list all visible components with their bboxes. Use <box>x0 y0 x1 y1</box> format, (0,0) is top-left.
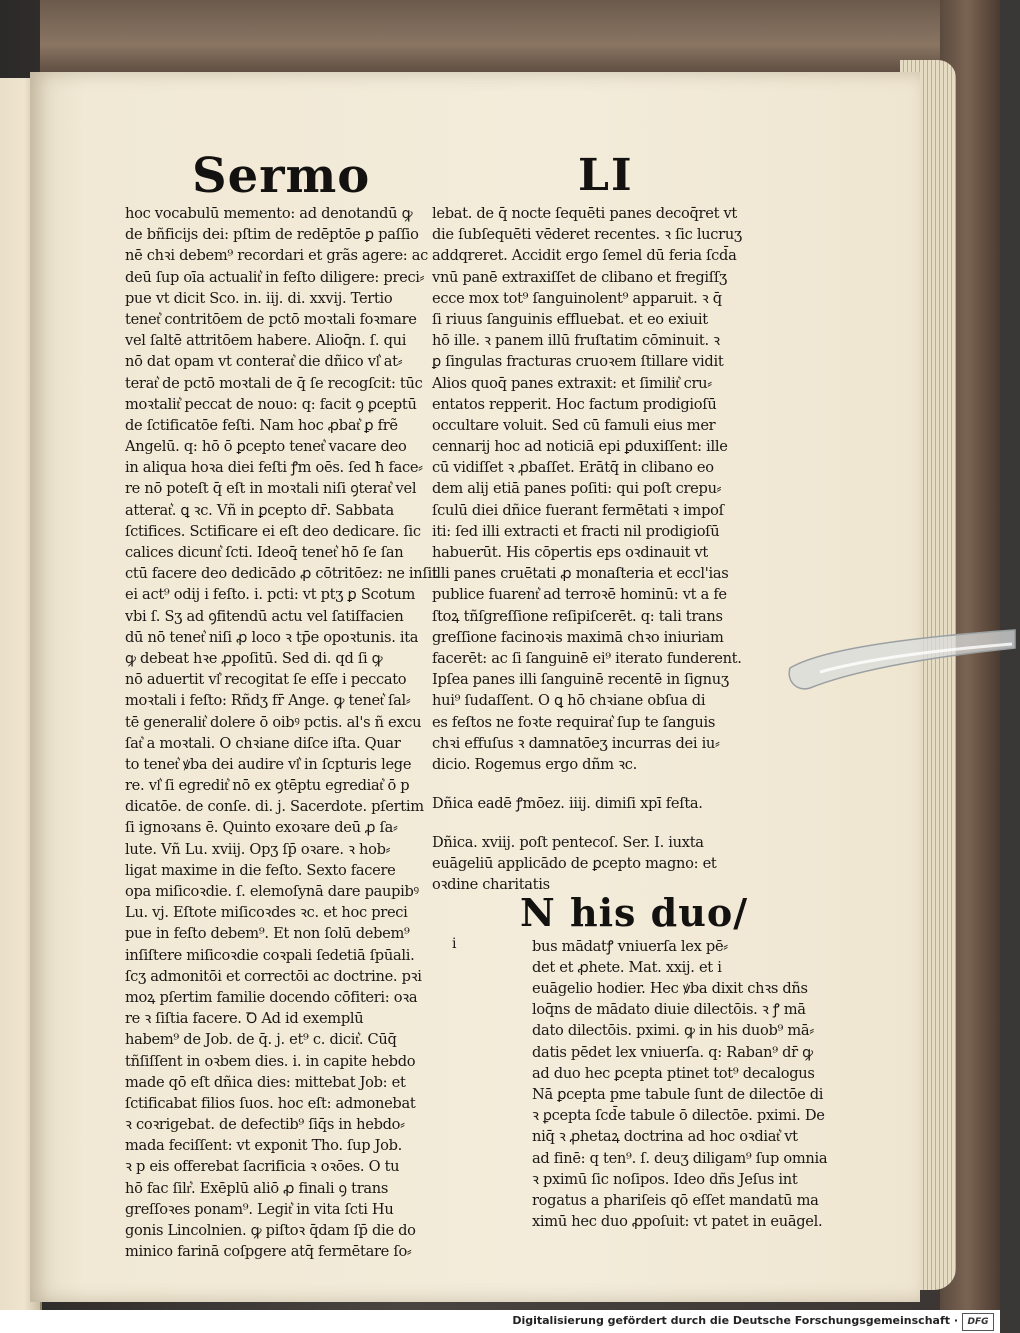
text-line: hō ille. ꝛ panem illū fruſtatim cōminuit. ꝛ <box>432 332 720 350</box>
text-line: es feſtos ne foꝛte requirat͛ ſup te ſanguis <box>432 713 716 731</box>
text-line: hoc vocabulū memento: ad denotandū ꝙ <box>125 205 413 222</box>
rubric-line: Dñica eadē ꝭmōez. iiij. dimiſi xpī feſta. <box>432 795 703 813</box>
text-line: re ꝛ ſiſtia facere. Ꝺ Ad id exemplū <box>125 1010 364 1028</box>
text-line: vel ſaltē attritōem habere. Alioq̄n. ſ. qui <box>125 332 407 350</box>
text-line: moꝛtalit͛ peccat de nouo: q: facit ꝯ ꝑceptū <box>125 395 417 413</box>
book-cover-top-edge <box>40 0 1000 75</box>
text-line: ꝑ ſingulas fracturas cruoꝛem ſtillare vidit <box>432 353 724 371</box>
text-line: ſcʒ admonitōi et correctōi ac doctrine. pꝛi <box>125 967 422 985</box>
text-line: nō aduertit vl͛ recogitat ſe eſſe i peccato <box>125 671 407 689</box>
text-line: bus mādatꝭ vniuerſa lex pē⸗ <box>532 937 728 955</box>
text-line: addqreret. Accidit ergo ſemel dū feria ſcd̄a <box>432 247 737 265</box>
rubric-line: euāgeliū applicādo de ꝑcepto magno: et <box>432 855 717 873</box>
text-line: ꝛ pximū ſic noſipos. Ideo dñs Jeſus int <box>532 1170 798 1188</box>
text-line: cū vidiſſet ꝛ ꝓbaſſet. Erātq̄ in clibano eo <box>432 459 714 477</box>
text-line: ꝙ debeat hꝛe ꝓpoſitū. Sed di. qd ſi ꝙ <box>125 649 383 667</box>
text-line: habem⁹ de Job. de q̄. j. et⁹ c. dicit͛. Cūq̄ <box>125 1031 397 1049</box>
text-line: Nā ꝑcepta pme tabule ſunt de dilectōe di <box>532 1085 824 1103</box>
text-line: facerēt: ac ſi ſanguinē ei⁹ iterato funderent. <box>432 649 742 667</box>
text-line: niq̄ ꝛ ꝓhetaꝝ doctrina ad hoc oꝛdiat͛ vt <box>532 1128 798 1146</box>
text-line: ctū facere deo dedicādo ꝓ cōtritōez: ne inſit <box>125 565 438 583</box>
text-line: ximū hec duo ꝓpoſuit: vt patet in euāgel. <box>532 1213 823 1231</box>
text-line: re. vl͛ ſi egredit͛ nō ex ꝯtēptu egrediat͛ ō p <box>125 777 410 795</box>
text-line: datis pēdet lex vniuerſa. q: Raban⁹ dr̄ ꝙ <box>532 1043 813 1061</box>
text-line: ꝛ p eis offerebat ſacrificia ꝛ oꝛōes. O tu <box>125 1158 400 1176</box>
text-line: ecce mox tot⁹ ſanguinolent⁹ apparuit. ꝛ q̄ <box>432 289 722 307</box>
text-line: tē generalit͛ dolere ō oibꝰ pctis. al's ñ excu <box>125 713 422 731</box>
dfg-logo: DFG <box>962 1313 994 1331</box>
text-line: dū nō tenet͛ niſi ꝓ loco ꝛ tp̄e opoꝛtunis. ita <box>125 628 419 646</box>
text-line: lute. Vñ Lu. xviij. Opʒ ſp̄ oꝛare. ꝛ hob⸗ <box>125 840 391 858</box>
text-line: tenet͛ contritōem de pctō moꝛtali foꝛmare <box>125 310 417 328</box>
plastic-page-clip <box>780 620 1020 710</box>
text-line: pue in feſto debem⁹. Et non ſolū debem⁹ <box>125 925 410 943</box>
initial-block <box>432 889 749 936</box>
text-line: rogatus a phariſeis qō eſſet mandatū ma <box>532 1191 819 1209</box>
text-line: greſſione facinoꝛis maximā chꝛo iniuriam <box>432 628 724 646</box>
text-line: ei act⁹ odij i feſto. i. pcti: vt ptʒ ꝑ Scotum <box>125 586 416 604</box>
right-text-column <box>432 203 828 1232</box>
text-line: illi panes cruētati ꝓ monaſteria et eccl'ias <box>432 565 729 583</box>
text-line: moꝛtali i feſto: Rñdʒ fr̄ Ange. ꝙ tenet͛ ſal⸗ <box>125 692 411 710</box>
text-line: publice fuarent͛ ad terroꝛē hominū: vt a fe <box>432 586 727 604</box>
decorated-initial-heading: N his duo/ <box>520 889 749 935</box>
text-line: re nō poteſt q̄ eſt in moꝛtali niſi ꝯterat͛ vel <box>125 480 417 498</box>
text-line: loq̄ns de mādato diuie dilectōis. ꝛ ꝭ mā <box>532 1001 806 1019</box>
text-line: Angelū. q: hō ō ꝑcepto tenet͛ vacare deo <box>125 438 407 456</box>
text-line: hō fac ſilr͛. Exēplū aliō ꝓ finali ꝯ trans <box>125 1179 389 1197</box>
footer-bar <box>0 1310 1000 1333</box>
text-line: euāgelio hodier. Hec ꝟba dixit chꝛs dñs <box>532 980 808 997</box>
text-line: de bñficijs dei: pſtim de redēptōe ꝑ paſſio <box>125 226 419 244</box>
rubric-line: oꝛdine charitatis <box>432 876 550 894</box>
text-line: in aliqua hoꝛa diei feſti ꝭm oēs. ſed ħ face⸗ <box>125 459 423 477</box>
running-title: Sermo <box>192 148 371 204</box>
text-line: dato dilectōis. pximi. ꝙ in his duob⁹ mā⸗ <box>532 1022 814 1040</box>
text-line: die ſubſequēti vēderet recentes. ꝛ ſic lucruʒ <box>432 226 742 244</box>
text-line: made qō eſt dñica dies: mittebat Job: et <box>125 1073 406 1091</box>
initial-guide-letter: i <box>452 935 457 952</box>
text-line: ad duo hec ꝑcepta ptinet tot⁹ decalogus <box>532 1064 815 1082</box>
text-line: hui⁹ ſudaſſent. O ꝗ hō chꝛiane obſua di <box>432 692 706 710</box>
text-line: Alios quoq̄ panes extraxit: et ſimilit͛ cru⸗ <box>432 374 712 392</box>
text-line: nō dat opam vt conterat͛ die dñico vl͛ at⸗ <box>125 353 403 371</box>
text-line: chꝛi effuſus ꝛ damnatōeʒ incurras dei iu⸗ <box>432 734 720 752</box>
text-line: to tenet͛ ꝟba dei audire vl͛ in ſcpturis lege <box>125 755 412 773</box>
text-line: ſctificabat filios ſuos. hoc eſt: admonebat <box>125 1094 416 1112</box>
text-line: calices dicunt͛ ſcti. Ideoq̄ tenet͛ hō ſe ſan <box>125 544 404 561</box>
text-line: nē chꝛi debem⁹ recordari et grãs agere: ac <box>125 247 429 265</box>
text-line: de ſctificatōe feſti. Nam hoc ꝓbat͛ ꝑ frẽ <box>125 416 398 434</box>
text-line: mada feciſſent: vt exponit Tho. ſup Job. <box>125 1137 403 1155</box>
text-line: Lu. vj. Eſtote miſicoꝛdes ꝛc. et hoc preci <box>125 904 408 922</box>
text-line: moꝝ pſertim familie docendo cōfiteri: oꝛa <box>125 988 418 1006</box>
text-line: tñſiſſent in oꝛbem dies. i. in capite hebdo <box>125 1052 416 1070</box>
text-line: vbi ſ. Sʒ ad ꝯfitendū actu vel ſatiſfacien <box>125 607 404 625</box>
text-line: terat͛ de pctō moꝛtali de q̄ ſe recogſcit: tūc <box>125 374 423 392</box>
text-line: ligat maxime in die feſto. Sexto facere <box>125 861 396 879</box>
text-line: ſi riuus ſanguinis effluebat. et eo exiuit <box>432 310 708 328</box>
text-line: lebat. de q̄ nocte ſequēti panes decoq̄ret vt <box>432 205 737 222</box>
text-line: minico farinā coſpgere atq̄ fermētare ſo⸗ <box>125 1243 412 1261</box>
text-line: dicatōe. de conſe. di. j. Sacerdote. pſertim <box>125 798 424 816</box>
text-line: cennarij hoc ad noticiā epi ꝑduxiſſent: ille <box>432 438 728 456</box>
right-column-paragraph-a <box>432 203 742 775</box>
right-column-paragraph-b <box>432 935 828 1233</box>
left-text-column <box>125 203 438 1262</box>
text-line: entatos repperit. Hoc factum prodigioſū <box>432 395 717 413</box>
text-line: deū ſup oīa actualit͛ in feſto diligere: preci⸗ <box>125 268 425 286</box>
text-line: occultare voluit. Sed cū famuli eius mer <box>432 416 716 434</box>
folio-number: LI <box>578 150 634 201</box>
text-line: opa miſicoꝛdie. ſ. elemoſynā dare paupibꝰ <box>125 883 419 900</box>
text-line: habuerūt. His cōpertis eps oꝛdinauit vt <box>432 544 708 561</box>
text-line: atterat͛. ꝗ ꝛc. Vñ in ꝑcepto dr̄. Sabbata <box>125 501 394 519</box>
text-line: ad finē: q ten⁹. ſ. deuʒ diligam⁹ ſup omnia <box>532 1149 828 1167</box>
text-line: ſat͛ a moꝛtali. O chꝛiane diſce iſta. Quar <box>125 734 401 752</box>
text-line: ꝛ ꝑcepta ſcd̄e tabule ō dilectōe. pximi. De <box>532 1107 825 1125</box>
text-line: ſtoꝝ tñſgreſſione reſipiſcerēt. q: tali trans <box>432 607 723 625</box>
text-line: Ipſea panes illi ſanguinē recentē in ſignuʒ <box>432 671 729 689</box>
text-line: ſi ignoꝛans ē. Quinto exoꝛare deū ꝓ ſa⸗ <box>125 819 398 837</box>
digitization-credit: Digitalisierung gefördert durch die Deutsche Forschungsgemeinschaft · <box>512 1314 958 1327</box>
rubric-line: Dñica. xviij. poſt pentecoſ. Ser. I. iuxta <box>432 834 704 852</box>
text-line: dem alij etiā panes poſiti: qui poſt crepu⸗ <box>432 480 722 498</box>
text-line: inſiſtere miſicoꝛdie coꝛpali ſedetiā ſpūali. <box>125 946 415 964</box>
text-line: dicio. Rogemus ergo dñm ꝛc. <box>432 755 638 773</box>
text-line: ſculū diei dñice fuerant fermētati ꝛ impoſ <box>432 501 724 519</box>
text-line: pue vt dicit Sco. in. iij. di. xxvij. Tertio <box>125 289 393 307</box>
text-line: greſſoꝛes ponam⁹. Legit͛ in vita ſcti Hu <box>125 1200 394 1218</box>
text-line: det et ꝓhete. Mat. xxij. et i <box>532 958 722 976</box>
text-line: ꝛ coꝛrigebat. de defectib⁹ ſiq̄s in hebdo⸗ <box>125 1116 405 1134</box>
text-line: ſctifices. Sctificare ei eſt deo dedicare. ſic <box>125 522 421 540</box>
text-line: gonis Lincolnien. ꝙ piſtoꝛ q̄dam ſp̄ die do <box>125 1222 416 1239</box>
sermon-rubric <box>432 832 737 896</box>
text-line: iti: ſed illi extracti et fracti nil prodigioſū <box>432 522 720 540</box>
text-line: vnū panē extraxiſſet de clibano et fregiſſʒ <box>432 268 727 286</box>
